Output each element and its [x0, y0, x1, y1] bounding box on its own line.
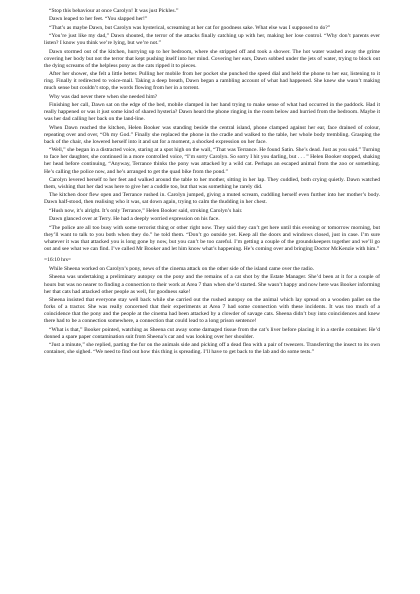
paragraph: “Just a minute,” she replied, parting the fur on the animals side and picking off a dead flea with a pair of tweezers. Transferring the insect to its own container, she sighed. “We need to find out how this thing is spreading. I’ll have to get back to the lab and do some tests.” — [44, 342, 380, 356]
paragraph: When Dawn reached the kitchen, Helen Booker was standing beside the central island, phone clamped against her ear, face drained of colour, repeating over and over, “Oh my God.” Finally she replaced the phone in the cradle and walked to the table, her whole body trembling. Grasping the back of the chair, she lowered herself into it and sat for a moment, a shocked expression on her face. — [44, 124, 380, 145]
paragraph: “Stop this behaviour at once Carolyn! It was just Pickles.” — [49, 8, 179, 14]
paragraph: Dawn leaped to her feet. “You slapped her!” — [49, 16, 148, 23]
paragraph: “You’re just like my dad,” Dawn shouted, the terror of the attacks finally catching up with her, making her lose control. “Why don’t parents ever listen? I know you think we’re lying, but we’re not.” — [44, 33, 380, 47]
paragraph: Dawn stormed out of the kitchen, hurrying up to her bedroom, where she stripped off and took a shower. The hot water washed away the grime covering her body but not the terror that kept pushing itself into her mind. Covering her ears, Dawn sobbed under the jets of water, trying to block out the dying screams of the helpless pony as the cats ripped it to pieces. — [44, 48, 380, 69]
story-section-bottom — [44, 266, 380, 356]
paragraph: “What is that,” Booker pointed, watching as Sheena cut away some damaged tissue from the cat’s liver before placing it in a sterile container. He’d donned a spare paper contamination suit from Sheena’s car and was looking over her shoulder. — [44, 326, 380, 340]
paragraph: Sheena was undertaking a preliminary autopsy on the pony and the remains of a cat shot by the Estate Manager. She’d been at it for a couple of hours but was no nearer to finding a connection to their work at Area 7 than when she’d started. She wasn’t happy and now here was Booker informing her that cats had attacked other people as well, for goodness sake! — [44, 274, 380, 295]
paragraph: After her shower, she felt a little better. Pulling her mobile from her pocket she punched the speed dial and held the phone to her ear, listening to it ring. Finally it redirected to voice-mail. Taking a deep breath, Dawn began a rambling account of what had happened. She knew she wasn’t making much sense but couldn’t stop, the words flowing from her in a torrent. — [44, 71, 380, 92]
paragraph: “The police are all too busy with some terrorist thing or other right now. They said they can’t get here until this evening or tomorrow morning, but they’ll want to talk to you both when they do.” he told them. “Don’t go outside yet. Keep all the doors and windows closed, just in case. I’m sure whatever it was that attacked you is long gone by now, but you can’t be too careful. I’m getting a couple of the groundskeepers together and we’ll go out and see what we can find. I’ve called Mr Booker and let him know what’s happening. He’s coming over and bringing Doctor McKenzie with him.” — [44, 224, 380, 252]
paragraph: Carolyn levered herself to her feet and walked around the table to her mother, sitting in her lap. They cuddled, both crying quietly. Dawn watched them, wishing that her dad was here to give her a cuddle too, but that was something he rarely did. — [44, 176, 380, 190]
story-section-top — [44, 8, 380, 253]
paragraph: “Hush now, it’s alright. It’s only Terrance,” Helen Booker said, stroking Carolyn’s hair. — [49, 207, 243, 214]
paragraph: “That’s as maybe Dawn, but Carolyn was hysterical, screaming at her cat for goodness sake. What else was I supposed to do?” — [49, 24, 331, 31]
paragraph: Why was dad never there when she needed him? — [49, 93, 158, 100]
scene-break-timestamp: =16:10 hrs= — [44, 256, 72, 263]
paragraph: The kitchen door flew open and Terrance rushed in. Carolyn jumped, giving a muted scream, cuddling herself even further into her mother’s body. Dawn half-stood, then realising who it was, sat down again, trying to calm the thudding in her chest. — [44, 192, 380, 206]
paragraph: “Well,” she began in a distracted voice, staring at a spot high on the wall, “That was Terrance. He found Satin. She’s dead. Just as you said.” Turning to face her daughter, she continued in a more controlled voice, “I’m sorry Carolyn. So sorry I hit you darling, but . . . ” Helen Booker stopped, shaking her head before continuing, “Anyway, Terrance thinks the pony was attacked by a wild cat. Perhaps an escaped animal from the zoo or something. He’s calling the police now, and he’s arranged to get the quad bike from the pond.” — [44, 147, 380, 175]
paragraph: Dawn glanced over at Terry. He had a deeply worried expression on his face. — [49, 216, 220, 223]
paragraph: While Sheena worked on Carolyn’s pony, news of the cinema attack on the other side of the island came over the radio. — [49, 266, 315, 273]
paragraph: Finishing her call, Dawn sat on the edge of the bed, mobile clamped in her hand trying to make sense of what had occurred in the paddock. Had it really happened or was it just some kind of shared hysteria? Dawn heard the phone ringing in the room below and hurried from the bedroom. Maybe it was her dad calling her back on the land-line. — [44, 102, 380, 123]
paragraph: Sheena insisted that everyone stay well back while she carried out the rushed autopsy on the animal which lay spread on a wooden pallet on the forks of a tractor. She was really concerned that their experiments at Area 7 had some connection with these incidents. It was too much of a coincidence that the pony and the people at the cinema had been attacked by a clowder of savage cats. Sheena didn’t buy into coincidences and knew there had to be a connection somewhere, a connection that could lead to a long prison sentence! — [44, 296, 380, 325]
